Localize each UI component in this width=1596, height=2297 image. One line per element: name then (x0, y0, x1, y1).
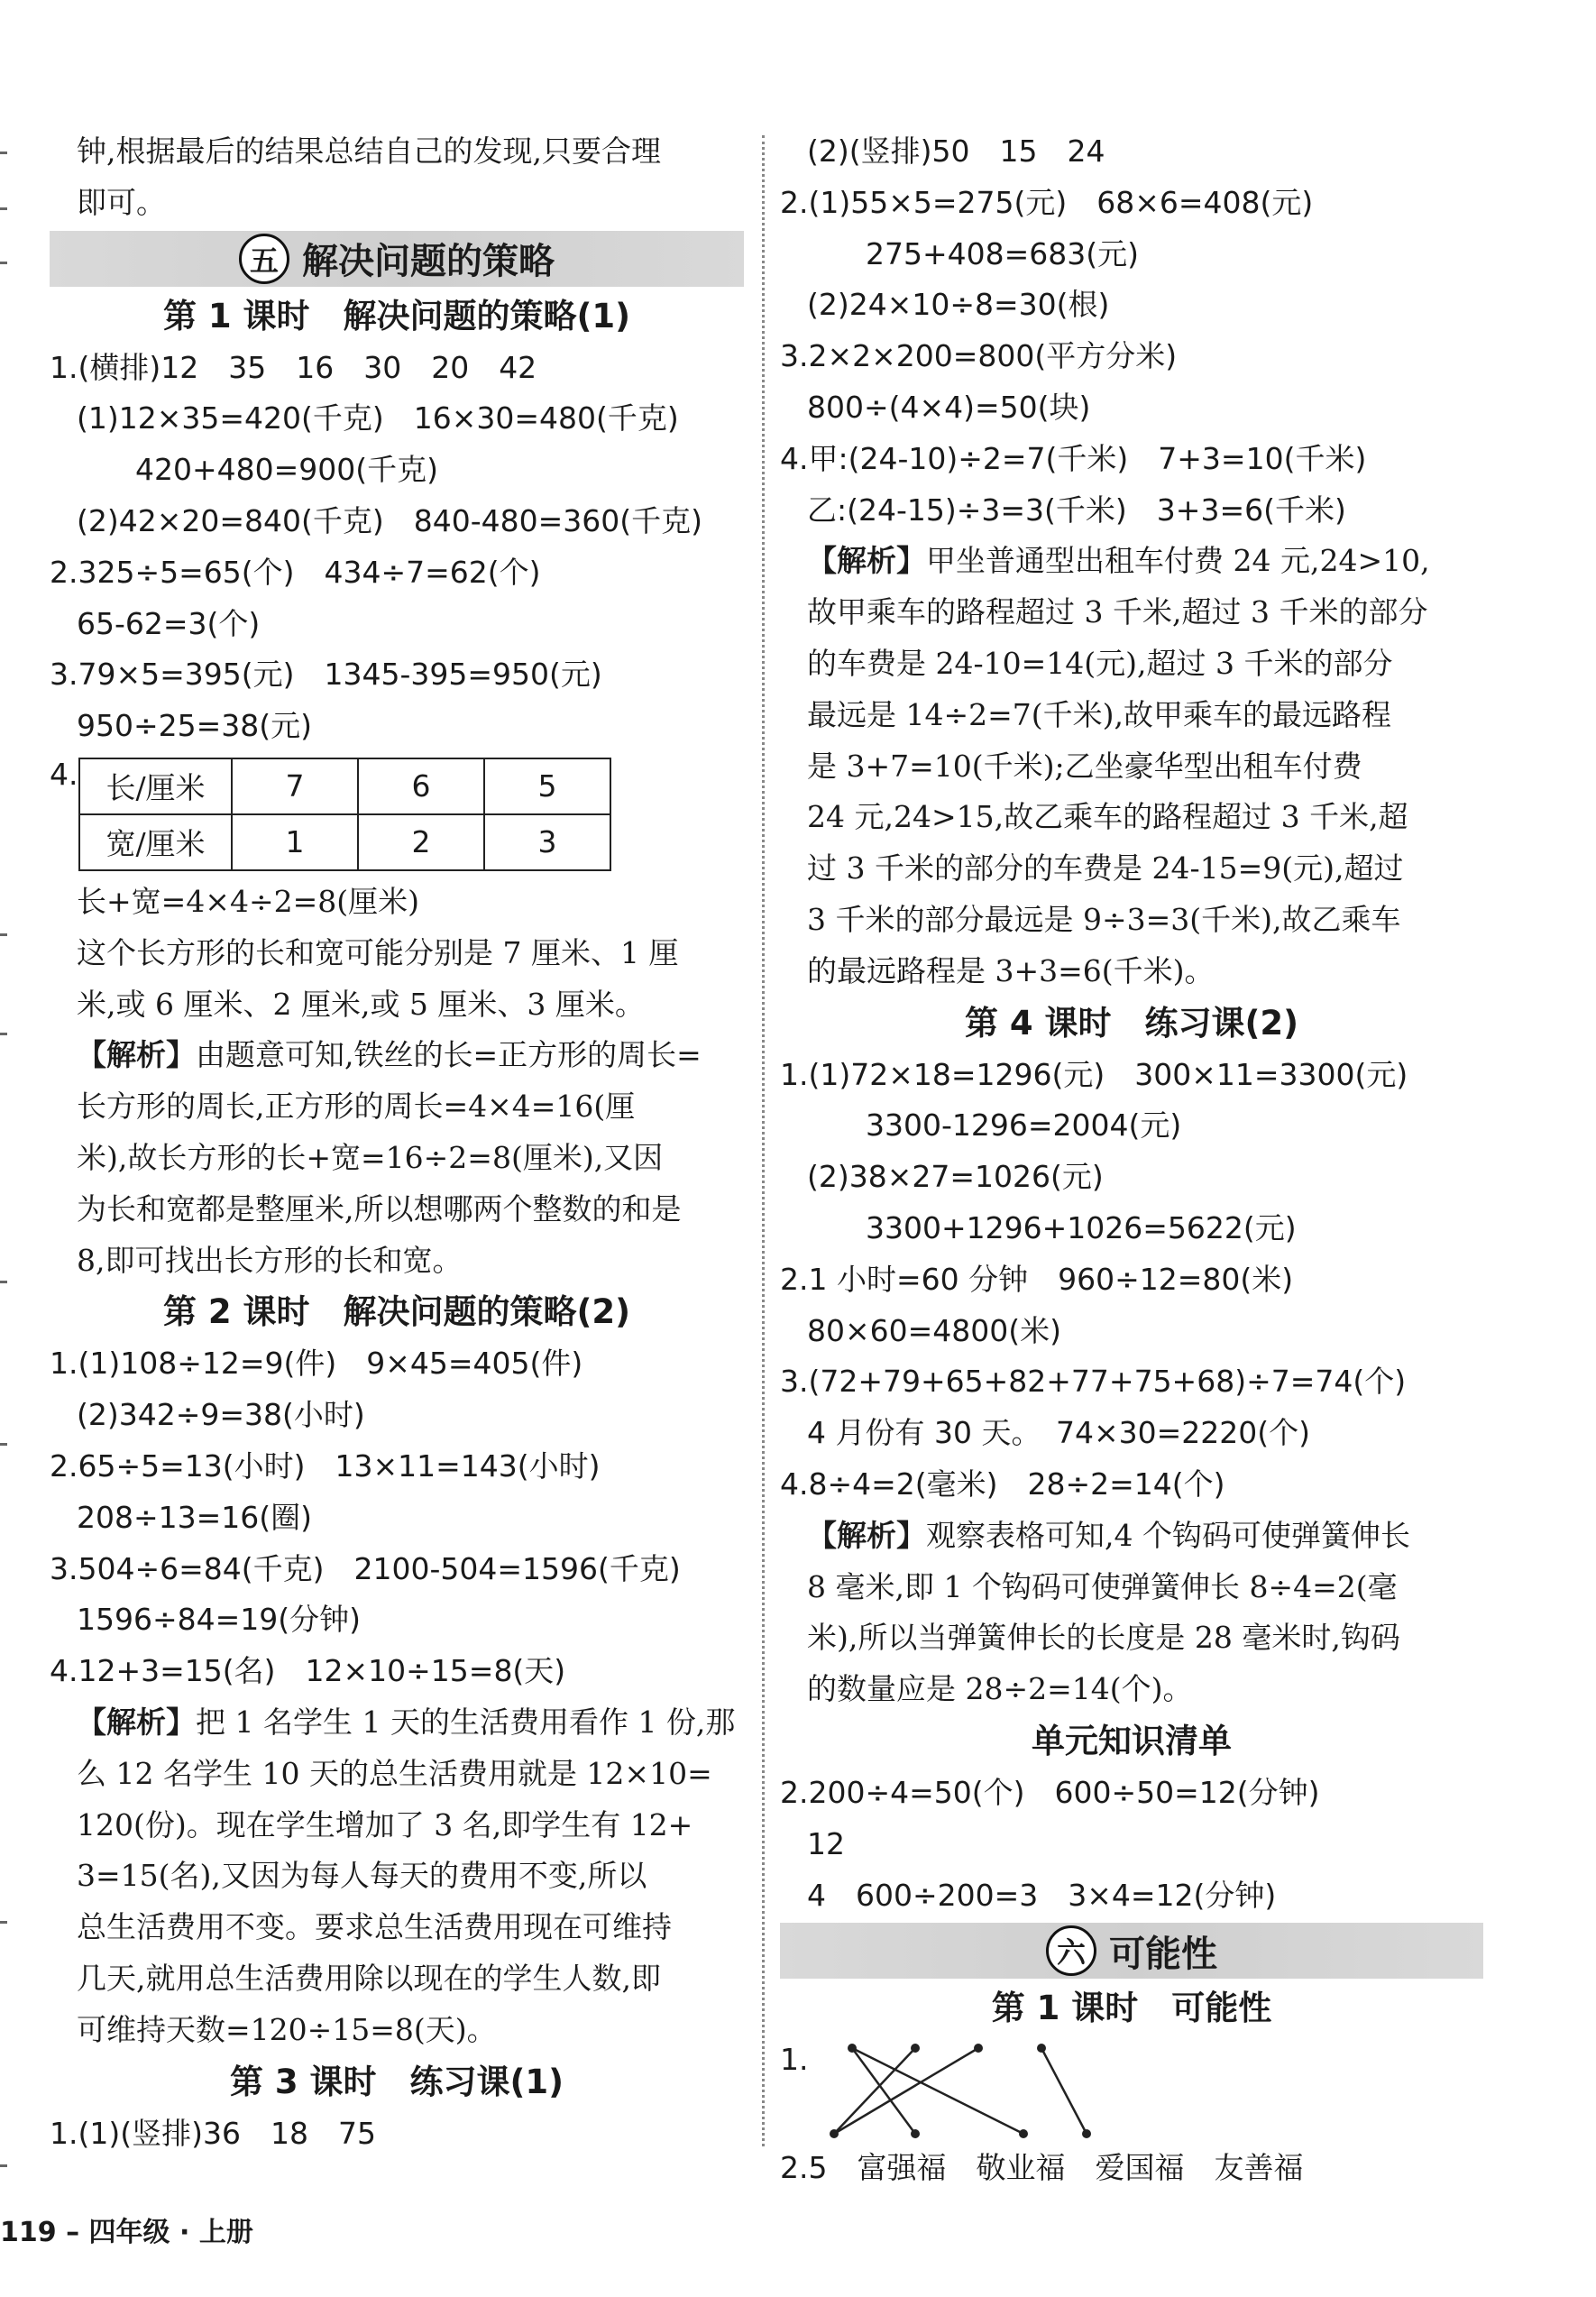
lesson-title: 第 2 课时 解决问题的策略(2) (162, 1292, 631, 1332)
answer-line: 1.(1)108÷12=9(件) 9×45=405(件) (50, 1346, 583, 1382)
analysis-line: 长方形的周长,正方形的周长=4×4=16(厘 (77, 1089, 636, 1125)
right-column (780, 126, 1483, 2194)
answer-line: 长+宽=4×4÷2=8(厘米) (77, 883, 419, 919)
answer-line: 1.(1)72×18=1296(元) 300×11=3300(元) (780, 1056, 1408, 1092)
page-number: 119 (0, 2217, 57, 2248)
answer-line: 950÷25=38(元) (77, 708, 313, 744)
answer-line: (2)38×27=1026(元) (807, 1159, 1104, 1195)
analysis-line (50, 1697, 744, 1749)
answer-line: 3.504÷6=84(千克) 2100-504=1596(千克) (50, 1550, 681, 1586)
matching-lines-diagram (816, 2035, 1105, 2143)
analysis-line: 米),故长方形的长+宽=16÷2=8(厘米),又因 (77, 1139, 664, 1175)
analysis-line (780, 536, 1483, 587)
table-cell: 1 (232, 814, 358, 870)
answer-line: (2)(竖排)50 15 24 (807, 133, 1105, 169)
question-number: 1. (780, 2042, 809, 2078)
analysis-line (50, 1030, 744, 1081)
unit-title: 解决问题的策略 (302, 241, 555, 283)
analysis-line: 是 3+7=10(千米);乙坐豪华型出租车付费 (807, 748, 1362, 784)
analysis-line: 的数量应是 28÷2=14(个)。 (807, 1671, 1193, 1707)
analysis-line: 8 毫米,即 1 个钩码可使弹簧伸长 8÷4=2(毫 (807, 1568, 1398, 1604)
analysis-text: 把 1 名学生 1 天的生活费用看作 1 份,那 (196, 1704, 736, 1740)
lesson-title: 第 4 课时 练习课(2) (964, 1003, 1299, 1043)
answer-line: 这个长方形的长和宽可能分别是 7 厘米、1 厘 (77, 934, 679, 970)
unit-number-badge: 六 (1046, 1925, 1096, 1976)
analysis-line: 么 12 名学生 10 天的总生活费用就是 12×10= (77, 1755, 712, 1791)
answer-line: (2)24×10÷8=30(根) (807, 287, 1110, 323)
answer-line: 3.79×5=395(元) 1345-395=950(元) (50, 657, 602, 693)
table-cell: 7 (232, 758, 358, 814)
answer-line: 80×60=4800(米) (807, 1312, 1062, 1348)
answer-line: 800÷(4×4)=50(块) (807, 389, 1091, 425)
table-row-label: 长/厘米 (79, 758, 232, 814)
table-cell: 2 (358, 814, 484, 870)
analysis-line: 最远是 14÷2=7(千米),故甲乘车的最远路程 (807, 696, 1392, 732)
answer-line: 2.200÷4=50(个) 600÷50=12(分钟) (780, 1774, 1320, 1810)
answer-line: 4.12+3=15(名) 12×10÷15=8(天) (50, 1653, 566, 1689)
analysis-line: 过 3 千米的部分的车费是 24-15=9(元),超过 (807, 850, 1404, 887)
analysis-line: 可维持天数=120÷15=8(天)。 (77, 2011, 497, 2047)
unit-banner-6 (780, 1923, 1483, 1979)
table-row-label: 宽/厘米 (79, 814, 232, 870)
analysis-line: 总生活费用不变。要求总生活费用现在可维持 (77, 1909, 672, 1945)
analysis-line: 24 元,24>15,故乙乘车的路程超过 3 千米,超 (807, 799, 1408, 835)
answer-line: 2.325÷5=65(个) 434÷7=62(个) (50, 554, 541, 590)
unit-title: 可能性 (1109, 1933, 1217, 1975)
answer-line: 3300-1296=2004(元) (866, 1107, 1182, 1144)
analysis-label: 【解析】 (807, 1517, 926, 1553)
answer-line: 4 月份有 30 天。 74×30=2220(个) (807, 1415, 1310, 1451)
dimension-table (78, 758, 611, 871)
analysis-line: 几天,就用总生活费用除以现在的学生人数,即 (77, 1960, 661, 1996)
unit-number-badge: 五 (239, 234, 289, 284)
section-title: 单元知识清单 (1032, 1721, 1232, 1760)
unit-banner-5 (50, 231, 744, 287)
table-cell: 3 (484, 814, 610, 870)
intro-line: 钟,根据最后的结果总结自己的发现,只要合理 (77, 133, 661, 169)
analysis-line: 120(份)。现在学生增加了 3 名,即学生有 12+ (77, 1806, 693, 1842)
answer-line: 2.1 小时=60 分钟 960÷12=80(米) (780, 1261, 1294, 1297)
answer-line: 208÷13=16(圈) (77, 1499, 313, 1535)
column-divider (762, 135, 765, 2146)
analysis-line: 3 千米的部分最远是 9÷3=3(千米),故乙乘车 (807, 901, 1401, 937)
analysis-label: 【解析】 (77, 1037, 196, 1073)
analysis-line: 的车费是 24-10=14(元),超过 3 千米的部分 (807, 645, 1393, 681)
answer-line: (1)12×35=420(千克) 16×30=480(千克) (77, 400, 679, 436)
analysis-text: 甲坐普通型出租车付费 24 元,24>10, (926, 543, 1430, 579)
left-column (50, 126, 744, 2159)
page-footer: 119 – 四年级 · 上册 (0, 2217, 253, 2248)
answer-line: 1596÷84=19(分钟) (77, 1602, 362, 1638)
answer-line: 乙:(24-15)÷3=3(千米) 3+3=6(千米) (807, 492, 1346, 528)
analysis-line: 为长和宽都是整厘米,所以想哪两个整数的和是 (77, 1190, 682, 1227)
intro-line: 即可。 (77, 184, 166, 220)
analysis-label: 【解析】 (77, 1704, 196, 1740)
answer-line: 1.(横排)12 35 16 30 20 42 (50, 349, 537, 385)
binding-margin-marks (0, 0, 9, 2297)
matching-diagram (780, 2035, 1483, 2143)
answer-line: (2)342÷9=38(小时) (77, 1397, 365, 1433)
answer-line: 2.(1)55×5=275(元) 68×6=408(元) (780, 184, 1314, 220)
analysis-line (780, 1511, 1483, 1562)
answer-line: (2)42×20=840(千克) 840-480=360(千克) (77, 502, 703, 538)
answer-line: 3.(72+79+65+82+77+75+68)÷7=74(个) (780, 1364, 1407, 1400)
answer-line: 米,或 6 厘米、2 厘米,或 5 厘米、3 厘米。 (77, 986, 645, 1022)
answer-line: 420+480=900(千克) (135, 452, 439, 488)
answer-line: 3300+1296+1026=5622(元) (866, 1209, 1297, 1245)
table-cell: 5 (484, 758, 610, 814)
answer-line: 275+408=683(元) (866, 235, 1140, 271)
lesson-title: 第 1 课时 解决问题的策略(1) (162, 296, 631, 335)
analysis-line: 故甲乘车的路程超过 3 千米,超过 3 千米的部分 (807, 594, 1428, 630)
analysis-label: 【解析】 (807, 543, 926, 579)
answer-line: 2.65÷5=13(小时) 13×11=143(小时) (50, 1447, 601, 1484)
analysis-text: 观察表格可知,4 个钩码可使弹簧伸长 (926, 1517, 1410, 1553)
question-number: 4. (50, 756, 78, 792)
lesson-title: 第 1 课时 可能性 (991, 1989, 1272, 2028)
analysis-line: 米),所以当弹簧伸长的长度是 28 毫米时,钩码 (807, 1620, 1400, 1656)
answer-line: 4.8÷4=2(毫米) 28÷2=14(个) (780, 1465, 1225, 1502)
analysis-text: 由题意可知,铁丝的长=正方形的周长= (196, 1037, 702, 1073)
lesson-title: 第 3 课时 练习课(1) (229, 2062, 564, 2101)
answer-line: 12 (807, 1825, 845, 1861)
answer-line: 65-62=3(个) (77, 605, 261, 641)
answer-line: 2.5 富强福 敬业福 爱国福 友善福 (780, 2150, 1304, 2186)
grade-label: 四年级 · 上册 (88, 2217, 253, 2248)
answer-line: 4.甲:(24-10)÷2=7(千米) 7+3=10(千米) (780, 440, 1367, 476)
analysis-line: 的最远路程是 3+3=6(千米)。 (807, 952, 1215, 988)
analysis-line: 8,即可找出长方形的长和宽。 (77, 1242, 463, 1278)
analysis-line: 3=15(名),又因为每人每天的费用不变,所以 (77, 1858, 647, 1894)
answer-line: 3.2×2×200=800(平方分米) (780, 338, 1178, 374)
dimension-table-block (50, 752, 744, 877)
answer-line: 4 600÷200=3 3×4=12(分钟) (807, 1877, 1277, 1913)
table-cell: 6 (358, 758, 484, 814)
answer-line: 1.(1)(竖排)36 18 75 (50, 2115, 376, 2151)
